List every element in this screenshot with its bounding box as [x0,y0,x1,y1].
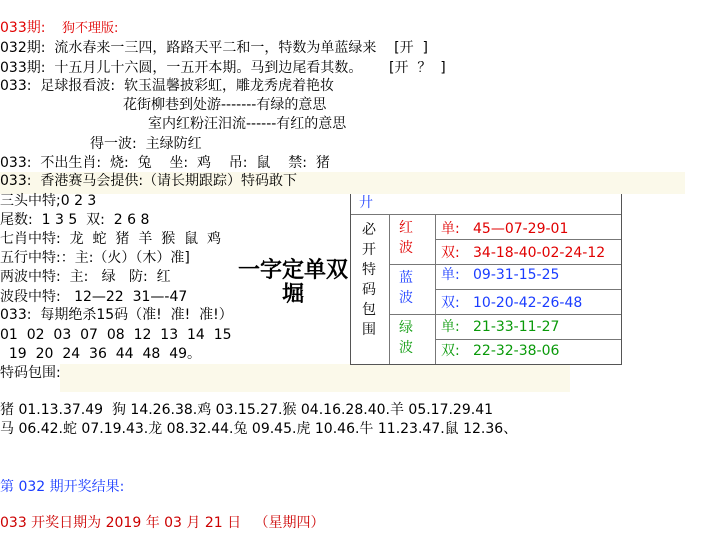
red-single-prefix: 单: [441,221,460,237]
red-wave-label: 红波 [399,220,413,256]
must-open-label: 必开特码包围 [362,222,376,338]
green-double-prefix: 双: [441,343,460,359]
blue-single-numbers: 09-31-15-25 [473,267,560,283]
blue-double-numbers: 10-20-42-26-48 [473,295,583,311]
zodiac-numbers-1: 猪 01.13.37.49 狗 14.26.38.鸡 03.15.27.猴 04.16.28.40.羊 05.17.29.41 [0,402,494,418]
red-double-prefix: 双: [441,245,460,261]
big-single-double: 一字定单双堀 [237,257,348,307]
wave-segments: 波段中特: 12—22 31—-47 [0,289,188,305]
draw-date: 033 开奖日期为 2019 年 03 月 21 日 （星期四） [0,515,325,531]
blue-single-prefix: 单: [441,267,460,283]
prediction-table [350,194,622,365]
seven-zodiac: 七肖中特: 龙 蛇 猪 羊 猴 鼠 鸡 [0,231,222,247]
zodiac-numbers-2: 马 06.42.蛇 07.19.43.龙 08.32.44.兔 09.45.虎 10.46.牛 11.23.47.鼠 12.36、 [0,421,518,437]
issue-number: 033期: [0,20,46,36]
result-heading: 第 032 期开奖结果: [0,479,125,495]
blue-double-prefix: 双: [441,295,460,311]
football-riddle: 033: 足球报看波: 软玉温馨披彩虹，雕龙秀虎着艳妆 [0,78,334,94]
two-waves: 两波中特: 主: 绿 防: 红 [0,269,171,285]
green-single-prefix: 单: [441,319,460,335]
three-head: 三头中特;0 2 3 [0,193,97,209]
green-single-numbers: 21-33-11-27 [473,319,560,335]
red-single-numbers: 45—07-29-01 [473,221,569,237]
riddle-line-green: 花街柳巷到处游-------有绿的意思 [123,97,327,113]
green-double-numbers: 22-32-38-06 [473,343,560,359]
excluded-zodiac: 033: 不出生肖: 烧: 兔 坐: 鸡 吊: 鼠 禁: 猪 [0,155,330,171]
riddle-033: 033期: 十五月儿十六圆，一五开本期。马到边尾看其数。 [开 ？ ] [0,60,446,76]
kill-numbers-1: 01 02 03 07 08 12 13 14 15 [0,327,232,343]
riddle-032: 032期: 流水春来一三四，路路天平二和一，特数为单蓝绿来 [开 ] [0,40,428,56]
tail-numbers: 尾数: 1 3 5 双: 2 6 8 [0,212,150,228]
kill-15: 033: 每期绝杀15码（准! 准! 准!） [0,307,233,323]
highlight-band [60,364,570,392]
hk-jockey-line: 033: 香港赛马会提供:（请长期跟踪）特码敢下 [0,173,298,189]
red-double-numbers: 34-18-40-02-24-12 [473,245,606,261]
kill-numbers-2: 19 20 24 36 44 48 49。 [0,346,202,362]
riddle-line-red: 室内红粉汪汨流------有红的意思 [148,116,347,132]
five-elements: 五行中特:：主:（火）（木）准] [0,250,190,266]
blue-wave-label: 蓝波 [399,270,413,306]
wave-hint: 得一波: 主绿防红 [90,136,202,152]
special-wrap-label: 特码包围: [0,365,61,381]
green-wave-label: 绿波 [399,320,413,356]
edition-name: 狗不理版: [62,21,119,36]
table-header: 廾 [359,195,373,211]
